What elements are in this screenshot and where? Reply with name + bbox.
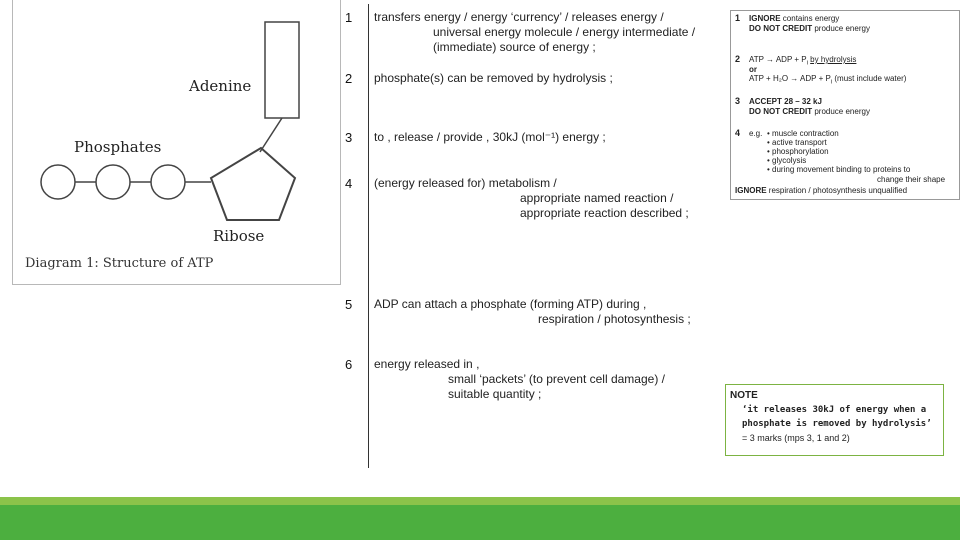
mark-number-4: 4 bbox=[345, 176, 353, 191]
mark-2-line-1: phosphate(s) can be removed by hydrolysis ; bbox=[374, 71, 613, 85]
mark-number-1: 1 bbox=[345, 10, 353, 25]
guidance-notes-box bbox=[730, 10, 960, 200]
mark-1-line-2: universal energy molecule / energy intermediate / bbox=[433, 25, 696, 39]
note-box-line-2: phosphate is removed by hydrolysis’ bbox=[742, 419, 932, 429]
note-4-number: 4 bbox=[735, 128, 741, 138]
mark-number-3: 3 bbox=[345, 130, 353, 145]
mark-6-line-2: small ‘packets’ (to prevent cell damage) / bbox=[448, 372, 665, 386]
footer-band-dark bbox=[0, 505, 960, 540]
ribose-shape bbox=[211, 148, 295, 220]
mark-6-line-1: energy released in , bbox=[374, 357, 480, 371]
note-4-item-5: • during movement binding to proteins to bbox=[767, 165, 911, 174]
note-1-number: 1 bbox=[735, 13, 741, 23]
mark-number-6: 6 bbox=[345, 357, 353, 372]
phosphate-1 bbox=[41, 165, 75, 199]
note-3-number: 3 bbox=[735, 96, 741, 106]
note-box bbox=[725, 384, 944, 456]
note-4-ignore: IGNORE respiration / photosynthesis unqualified bbox=[735, 186, 908, 195]
note-2-line-2: ATP + H₂O → ADP + $P_i$ (must include water) bbox=[749, 74, 907, 86]
diagram-caption: Diagram 1: Structure of ATP bbox=[25, 256, 214, 271]
note-1-line-1: IGNORE contains energy bbox=[749, 14, 840, 23]
note-3-line-1: ACCEPT 28 – 32 kJ bbox=[749, 97, 822, 106]
note-4-continuation: change their shape bbox=[877, 175, 946, 184]
adenine-shape bbox=[265, 22, 299, 118]
footer-band-light bbox=[0, 497, 960, 505]
note-2-line-1: ATP → ADP + $P_i$ by hydrolysis bbox=[749, 55, 857, 67]
adenine-link bbox=[260, 118, 282, 152]
phosphates-label: Phosphates bbox=[74, 138, 162, 156]
note-2-or: or bbox=[749, 65, 757, 74]
note-4-item-4: • glycolysis bbox=[767, 156, 807, 165]
note-4-eg: e.g. bbox=[749, 129, 763, 138]
mark-4-line-1: (energy released for) metabolism / bbox=[374, 176, 557, 190]
note-box-title: NOTE bbox=[730, 390, 758, 401]
mark-5-line-2: respiration / photosynthesis ; bbox=[538, 312, 691, 326]
mark-1-line-3: (immediate) source of energy ; bbox=[433, 40, 596, 54]
ribose-label: Ribose bbox=[213, 227, 265, 245]
phosphate-3 bbox=[151, 165, 185, 199]
note-2-number: 2 bbox=[735, 54, 741, 64]
mark-3-line-1: to , release / provide , 30kJ (mol⁻¹) energy ; bbox=[374, 130, 606, 144]
adenine-label: Adenine bbox=[189, 77, 252, 95]
mark-4-line-3: appropriate reaction described ; bbox=[520, 206, 689, 220]
mark-number-2: 2 bbox=[345, 71, 353, 86]
note-4-item-2: • active transport bbox=[767, 138, 827, 147]
mark-4-line-2: appropriate named reaction / bbox=[520, 191, 674, 205]
mark-5-line-1: ADP can attach a phosphate (forming ATP) during , bbox=[374, 297, 647, 311]
mark-number-5: 5 bbox=[345, 297, 353, 312]
mark-6-line-3: suitable quantity ; bbox=[448, 387, 542, 401]
note-3-line-2: DO NOT CREDIT produce energy bbox=[749, 107, 870, 116]
mark-1-line-1: transfers energy / energy ‘currency’ / releases energy / bbox=[374, 10, 664, 24]
atp-structure-drawing bbox=[13, 0, 340, 284]
note-box-line-3: = 3 marks (mps 3, 1 and 2) bbox=[742, 433, 850, 443]
note-1-line-2: DO NOT CREDIT produce energy bbox=[749, 24, 870, 33]
phosphate-2 bbox=[96, 165, 130, 199]
note-4-item-3: • phosphorylation bbox=[767, 147, 829, 156]
mark-scheme-divider bbox=[368, 4, 369, 468]
atp-diagram bbox=[12, 0, 341, 285]
note-4-item-1: • muscle contraction bbox=[767, 129, 839, 138]
note-box-line-1: ‘it releases 30kJ of energy when a bbox=[742, 405, 927, 415]
